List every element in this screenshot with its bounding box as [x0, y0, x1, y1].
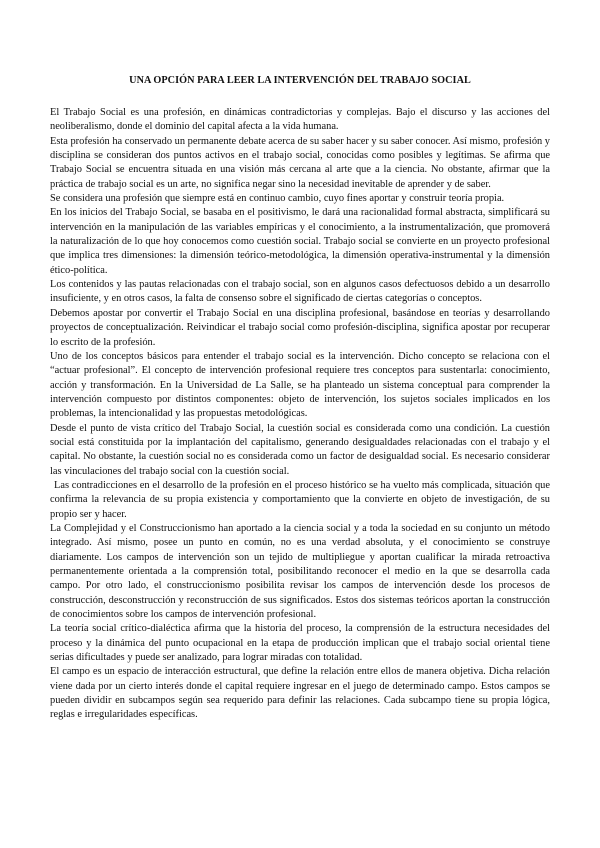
paragraph: El campo es un espacio de interacción estructural, que define la relación entre ellos de manera objetiva. Dicha relación viene dada por un cierto interés donde el capital requiere ingresar en el juego de determinado campo. Estos campos se pueden dividir en subcampos según sea requerido para definir las relaciones. Cada subcampo tiene su propia lógica, reglas e irregularidades específicas. — [50, 666, 550, 721]
paragraph: La teoría social crítico-dialéctica afirma que la historia del proceso, la comprensión de la estructura necesidades del proceso y la dinámica del punto ocupacional en la etapa de producción implican que el trabajo social oriental tiene serias dificultades y puede ser analizado, para lograr miradas con totalidad. — [50, 623, 550, 664]
paragraph: Se considera una profesión que siempre está en continuo cambio, cuyo fines aportar y construir teoría propia. — [50, 193, 505, 205]
paragraph: La Complejidad y el Construccionismo han aportado a la ciencia social y a toda la sociedad en su conjunto un método integrado. Así mismo, posee un punto en común, no es una verdad absoluta, y el conocimiento se construye diariamente. Los campos de intervención son un tejido de multipliegue y aportan cualificar la mirada retroactiva permanentemente orientada a la comprensión total, posibilitando reconocer el medio en la que se desarrolla cada campo. Por otro lado, el construccionismo posibilita revisar los campos de intervención desde los procesos de construcción, desconstrucción y reconstrucción de sus significados. Estos dos sistemas teóricos aportan la construcción de conocimientos sobre los campos de intervención profesional. — [50, 522, 550, 621]
paragraph: Esta profesión ha conservado un permanente debate acerca de su saber hacer y su saber conocer. Así mismo, profesión y disciplina se consideran dos puntos activos en el trabajo social, conocidas como posibles y legítimas. Se afirma que Trabajo Social se encuentra situada en una visión más cercana al arte que a la ciencia. No obstante, afirmar que la práctica de trabajo social es un arte, no significa negar sino la necesidad inevitable de aprender y de saber. — [50, 135, 551, 190]
paragraph: Los contenidos y las pautas relacionadas con el trabajo social, son en algunos casos defectuosos debido a un desarrollo insuficiente, y en otros casos, la falta de consenso sobre el significado de ciertas categorías o conceptos. — [50, 279, 550, 305]
document-title: UNA OPCIÓN PARA LEER LA INTERVENCIÓN DEL TRABAJO SOCIAL — [129, 75, 471, 86]
paragraph: Debemos apostar por convertir el Trabajo Social en una disciplina profesional, basándose en teorías y desarrollando proyectos de conceptualización. Reivindicar el trabajo social como profesión-disciplina, significa apostar por recuperar lo escrito de la profesión. — [50, 307, 550, 348]
paragraph: El Trabajo Social es una profesión, en dinámicas contradictorias y complejas. Bajo el discurso y las acciones del neoliberalismo, donde el dominio del capital afecta a la vida humana. — [50, 107, 550, 133]
paragraph: Las contradicciones en el desarrollo de la profesión en el proceso histórico se ha vuelto más complicada, situación que confirma la relevancia de su propia existencia y comportamiento que la convierte en objeto de investigación, de su propio ser y hacer. — [50, 479, 550, 520]
paragraph: Desde el punto de vista crítico del Trabajo Social, la cuestión social es considerada como una condición. La cuestión social está constituida por la implantación del capitalismo, generando desigualdades relacionadas con el trabajo y el capital. No obstante, la cuestión social no es considerada como un factor de desigualdad social. Es necesario considerar las vinculaciones del trabajo social con la cuestión social. — [50, 422, 550, 477]
paragraph: En los inicios del Trabajo Social, se basaba en el positivismo, le dará una racionalidad formal abstracta, simplificará su intervención en la manipulación de las variables empíricas y el conocimiento, a la instrumentalización, que promoverá la naturalización de lo que hoy conocemos como cuestión social. Trabajo social se convierte en un proyecto profesional que implica tres dimensiones: la dimensión teórico-metodológica, la dimensión operativa-instrumental y la dimensión ético-política. — [50, 207, 550, 276]
paragraph: Uno de los conceptos básicos para entender el trabajo social es la intervención. Dicho concepto se relaciona con el “actuar profesional”. El concepto de intervención profesional requiere tres conceptos para sustentarla: conocimiento, acción y transformación. En la Universidad de La Salle, se ha planteado un sistema conceptual para comprender la intervención compuesto por distintos componentes: objeto de intervención, los sujetos sociales implicados en los problemas, la intencionalidad y las propuestas metodológicas. — [50, 350, 550, 420]
